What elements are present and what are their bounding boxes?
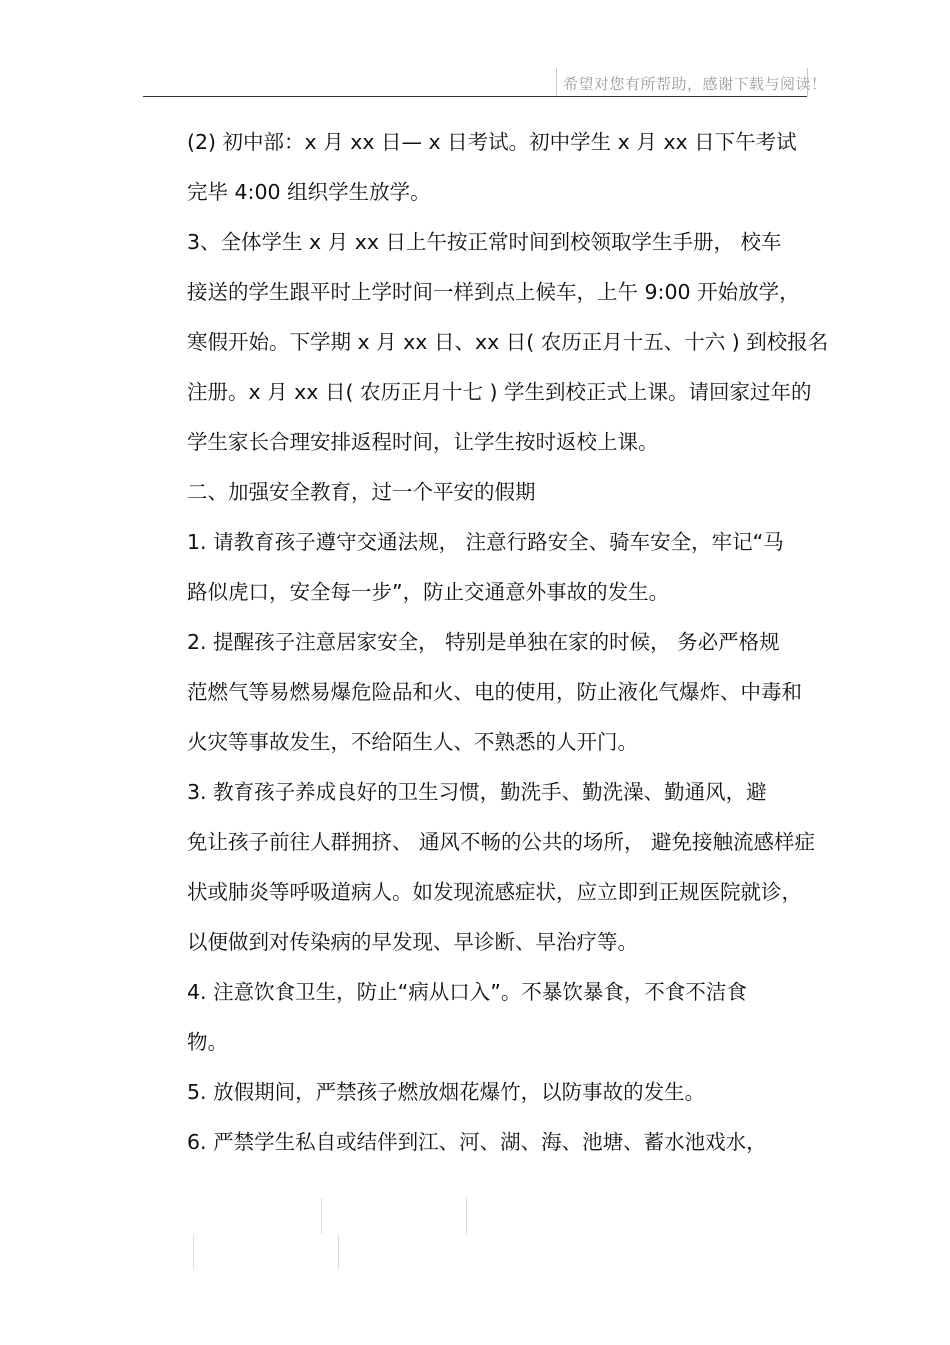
footer-mark xyxy=(193,1235,194,1269)
footer-mark xyxy=(321,1198,322,1234)
paragraph-line: 5. 放假期间，严禁孩子燃放烟花爆竹，以防事故的发生。 xyxy=(187,1080,706,1104)
header-note-text: 希望对您有所帮助，感谢下载与阅读！ xyxy=(563,75,827,93)
footer-mark xyxy=(338,1235,339,1269)
paragraph xyxy=(143,767,816,967)
paragraph-line: 接送的学生跟平时上学时间一样到点上候车，上午 9:00 开始放学， xyxy=(187,280,800,304)
paragraph xyxy=(143,217,829,467)
paragraph-line: 状或肺炎等呼吸道病人。如发现流感症状，应立即到正规医院就诊， xyxy=(187,880,802,904)
paragraph-line: 6. 严禁学生私自或结伴到江、河、湖、海、池塘、蓄水池戏水， xyxy=(187,1130,767,1154)
paragraph xyxy=(143,617,807,767)
paragraph-line: 2. 提醒孩子注意居家安全， 特别是单独在家的时候， 务必严格规 xyxy=(187,630,780,654)
paragraph-line: 3、全体学生 x 月 xx 日上午按正常时间到校领取学生手册， 校车 xyxy=(187,230,782,254)
paragraph-line: 路似虎口，安全每一步”，防止交通意外事故的发生。 xyxy=(187,580,670,604)
paragraph-line: 4. 注意饮食卫生，防止“病从口入”。不暴饮暴食，不食不洁食 xyxy=(187,980,747,1004)
footer-mark xyxy=(466,1198,467,1234)
paragraph xyxy=(143,1067,807,1117)
paragraph-line: 以便做到对传染病的早发现、早诊断、早治疗等。 xyxy=(187,930,638,954)
paragraph-line: 完毕 4:00 组织学生放学。 xyxy=(187,180,431,204)
paragraph-line: 寒假开始。下学期 x 月 xx 日、xx 日( 农历正月十五、十六 ) 到校报名 xyxy=(187,330,829,354)
document-body xyxy=(143,117,829,1167)
paragraph-line: 学生家长合理安排返程时间，让学生按时返校上课。 xyxy=(187,430,659,454)
paragraph-line: 3. 教育孩子养成良好的卫生习惯，勤洗手、勤洗澡、勤通风，避 xyxy=(187,780,767,804)
paragraph-line: 二、加强安全教育，过一个平安的假期 xyxy=(187,480,536,504)
header-rule xyxy=(143,96,807,97)
paragraph xyxy=(143,117,807,217)
paragraph-line: 免让孩子前往人群拥挤、 通风不畅的公共的场所， 避免接触流感样症 xyxy=(187,830,816,854)
paragraph-line: 注册。x 月 xx 日( 农历正月十七 ) 学生到校正式上课。请回家过年的 xyxy=(187,380,812,404)
paragraph xyxy=(143,967,807,1067)
paragraph-line: 物。 xyxy=(187,1030,228,1054)
paragraph-line: 范燃气等易燃易爆危险品和火、电的使用，防止液化气爆炸、中毒和 xyxy=(187,680,802,704)
paragraph-line: (2) 初中部：x 月 xx 日— x 日考试。初中学生 x 月 xx 日下午考试 xyxy=(187,130,797,154)
paragraph xyxy=(143,517,807,617)
paragraph xyxy=(143,1117,807,1167)
header-note-box xyxy=(556,68,827,96)
paragraph-line: 火灾等事故发生，不给陌生人、不熟悉的人开门。 xyxy=(187,730,638,754)
paragraph-line: 1. 请教育孩子遵守交通法规， 注意行路安全、骑车安全，牢记“马 xyxy=(187,530,784,554)
paragraph xyxy=(143,467,807,517)
